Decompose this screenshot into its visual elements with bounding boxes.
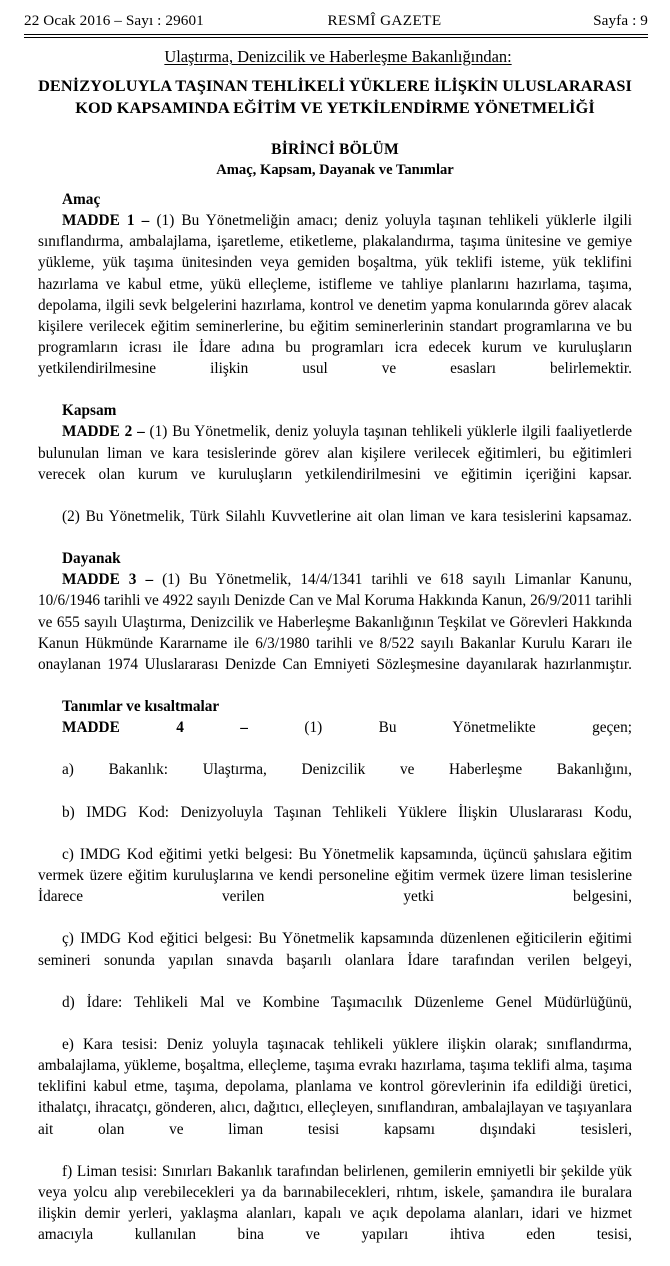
regulation-title — [38, 75, 632, 119]
section-paragraph: MADDE 4 – (1) Bu Yönetmelikte geçen; — [62, 719, 632, 737]
issuing-ministry-line — [38, 47, 632, 67]
section-heading: Amaç — [62, 191, 101, 208]
header-publication-title: RESMÎ GAZETE — [327, 12, 442, 29]
sections-container — [38, 189, 632, 1266]
issuing-ministry-text: Ulaştırma, Denizcilik ve Haberleşme Bakanlığından: — [164, 47, 512, 66]
section-paragraph: MADDE 1 – (1) Bu Yönetmeliğin amacı; deniz yoluyla taşınan tehlikeli yüklerle ilgili sınıflandırma, ambalajlama, işaretleme, etiketleme, plakalandırma, taşıma ünitesine ve gemiye yükleme, yük taşıma ünitesinden veya gemiden boşaltma, yük teklifi isteme, yük teklifini hazırlama ve kabul etme, yükü elleçleme, istifleme ve tahliye planlarını hazırlama, taşıma, depolama, ilgili sevk belgelerini hazırlama, kontrol ve denetim yapma konularında görev alacak kişilere verilecek eğitim seminerlerine, bu eğitim seminerlerinin standart programlarına ve bu programların icrası ile İdare adına bu programları icra edecek kurum ve kuruluşların yetkilendirilmesine ilişkin usul ve esasları belirlemektir. — [38, 212, 632, 377]
section-paragraph: MADDE 3 – (1) Bu Yönetmelik, 14/4/1341 tarihli ve 618 sayılı Limanlar Kanunu, 10/6/1946 tarihli ve 4922 sayılı Denizde Can ve Mal Koruma Hakkında Kanun, 26/9/2011 tarihli ve 655 sayılı Ulaştırma, Denizcilik ve Haberleşme Bakanlığının Teşkilat ve Görevleri Hakkında Kanun Hükmünde Kararname ile 6/3/1980 tarihli ve 8/522 sayılı Bakanlar Kurulu Kararı ile onaylanan 1974 Uluslararası Denizde Can Emniyeti Sözleşmesine dayanılarak hazırlanmıştır. — [38, 571, 632, 673]
header-double-rule — [24, 34, 648, 38]
section-paragraph: f) Liman tesisi: Sınırları Bakanlık tarafından belirlenen, gemilerin emniyetli bir şekilde yük veya yolcu alıp verebilecekleri ya da barınabilecekleri, rıhtım, iskele, şamandıra ile buralara ilişkin demir yerleri, yaklaşma alanları, kapalı ve açık depolama alanları, idari ve hizmet amacıyla kullanılan bina ve yapıları ihtiva eden tesisi, — [38, 1162, 632, 1244]
section-paragraph: c) IMDG Kod eğitimi yetki belgesi: Bu Yönetmelik kapsamında, üçüncü şahıslara eğitim vermek üzere eğitim kuruluşlarına ve kendi personeline eğitim vermek üzere liman tesislerine İdarece verilen yetki belgesini, — [38, 845, 632, 906]
regulation-title-line-1: DENİZYOLUYLA TAŞINAN TEHLİKELİ YÜKLERE İLİŞKİN ULUSLARARASI — [38, 76, 632, 95]
article-label: MADDE 2 – — [62, 423, 145, 441]
chapter-subheading: Amaç, Kapsam, Dayanak ve Tanımlar — [216, 162, 454, 178]
section-paragraph: ç) IMDG Kod eğitici belgesi: Bu Yönetmelik kapsamında düzenlenen eğiticilerin eğitimi semineri sonunda yapılan sınavda başarılı olanlara İdare tarafından verilen belgeyi, — [38, 930, 632, 969]
regulation-title-line-2: KOD KAPSAMINDA EĞİTİM VE YETKİLENDİRME YÖNETMELİĞİ — [75, 98, 595, 117]
article-label: MADDE 3 – — [62, 571, 154, 589]
section-paragraph: a) Bakanlık: Ulaştırma, Denizcilik ve Haberleşme Bakanlığını, — [62, 761, 632, 779]
article-label: MADDE 1 – — [62, 212, 150, 230]
section-paragraph: (2) Bu Yönetmelik, Türk Silahlı Kuvvetlerine ait olan liman ve kara tesislerini kapsamaz. — [62, 507, 632, 525]
section-heading: Tanımlar ve kısaltmalar — [62, 698, 220, 715]
section-heading: Kapsam — [62, 402, 117, 420]
section-paragraph: e) Kara tesisi: Deniz yoluyla taşınacak tehlikeli yüklere ilişkin olarak; sınıflandırma, ambalajlama, yükleme, boşaltma, elleçleme, taşıma evrakı hazırlama, taşıma teklifi alma, taşıma teklifini kabul etme, taşıma, depolama, planlama ve kontrol görevlerinin ifa edildiği üretici, ithalatçı, ihracatçı, gönderen, alıcı, dağıtıcı, elleçleyen, sınıflandıran, ambalajlayan ve taşıyanlara ait olan ve liman tesisi kapsamı dışındaki tesisleri, — [38, 1036, 632, 1138]
section-heading: Dayanak — [62, 550, 121, 568]
header-page-number: Sayfa : 9 — [593, 12, 648, 29]
running-header — [0, 0, 670, 30]
header-issue-date: 22 Ocak 2016 – Sayı : 29601 — [24, 12, 204, 29]
section-paragraph: b) IMDG Kod: Denizyoluyla Taşınan Tehlikeli Yüklere İlişkin Uluslararası Kodu, — [62, 803, 632, 821]
section-paragraph: MADDE 2 – (1) Bu Yönetmelik, deniz yoluyla taşınan tehlikeli yüklerle ilgili faaliyetlerde bulunulan liman ve kara tesislerinde görev alan kişilere verilecek eğitimleri, bu eğitimleri verecek olan kurum ve kuruluşların yetkilendirilmesini ve eğitimin içeriğini kapsar. — [38, 423, 632, 483]
chapter-heading: BİRİNCİ BÖLÜM — [271, 141, 399, 158]
document-body — [0, 47, 670, 1266]
article-label: MADDE 4 – — [62, 719, 248, 737]
section-paragraph: d) İdare: Tehlikeli Mal ve Kombine Taşımacılık Düzenleme Genel Müdürlüğünü, — [62, 993, 632, 1011]
